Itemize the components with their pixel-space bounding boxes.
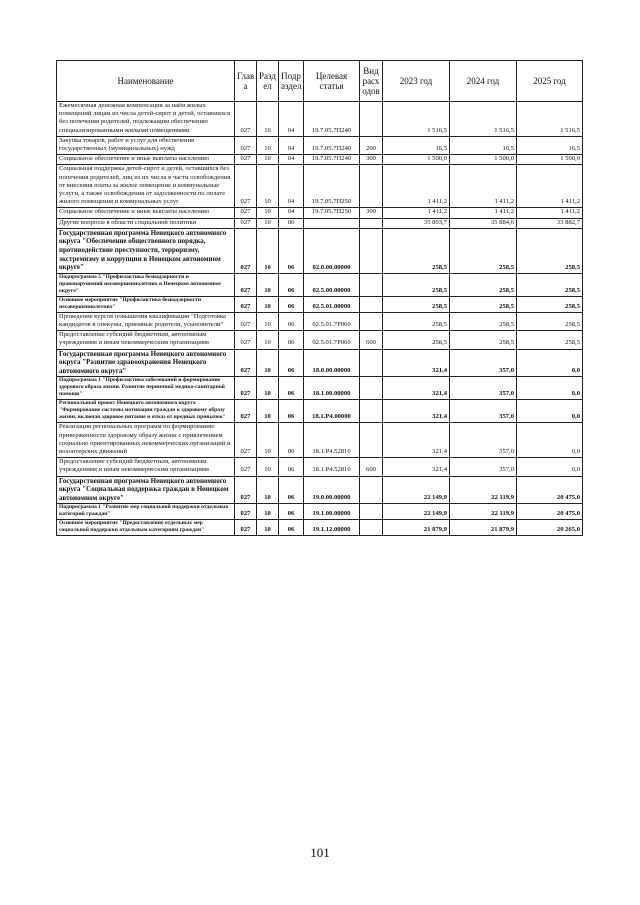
cell-podrazdel: 04	[279, 165, 304, 208]
table-row	[57, 228, 583, 273]
cell-2025: 0,0	[517, 400, 583, 423]
cell-podrazdel: 04	[279, 136, 304, 154]
cell-statya: 18.1.P4.00000	[304, 400, 360, 423]
cell-vid	[360, 504, 383, 520]
header-name: Наименование	[57, 61, 235, 102]
cell-vid	[360, 165, 383, 208]
cell-2023: 22 149,9	[383, 504, 450, 520]
table-row	[57, 476, 583, 504]
cell-2024: 1 516,5	[450, 102, 517, 137]
table-row	[57, 155, 583, 165]
cell-2023: 321,4	[383, 349, 450, 377]
cell-podrazdel: 06	[279, 218, 304, 228]
cell-vid	[360, 476, 383, 504]
cell-name: Подпрограмма 5 "Профилактика безнадзорности и правонарушений несовершеннолетних в Ненецком автономном округе"	[57, 273, 235, 296]
cell-name: Государственная программа Ненецкого автономного округа "Обеспечение общественного порядка, противодействие преступности, терроризму, экстремизму и коррупции в Ненецком автономном округе"	[57, 228, 235, 273]
table-row	[57, 312, 583, 330]
cell-2023: 258,5	[383, 273, 450, 296]
cell-podrazdel: 06	[279, 228, 304, 273]
cell-2025: 0,0	[517, 349, 583, 377]
cell-vid	[360, 520, 383, 536]
cell-name: Государственная программа Ненецкого автономного округа "Социальная поддержка граждан в Ненецком автономном округе"	[57, 476, 235, 504]
cell-name: Реализация региональных программ по формированию приверженности здоровому образу жизни с привлечением социально ориентированных некоммерческих организаций и волонтерских движений	[57, 423, 235, 458]
table-row	[57, 218, 583, 228]
cell-vid: 200	[360, 136, 383, 154]
cell-glava: 027	[235, 136, 257, 154]
cell-name: Подпрограмма 1 "Развитие мер социальной поддержки отдельных категорий граждан"	[57, 504, 235, 520]
cell-name: Проведение курсов повышения квалификации "Подготовка кандидатов в опекуны, приемные родители, усыновители"	[57, 312, 235, 330]
header-2024: 2024 год	[450, 61, 517, 102]
cell-razdel: 10	[257, 228, 279, 273]
cell-razdel: 10	[257, 155, 279, 165]
cell-2024: 16,5	[450, 136, 517, 154]
cell-2024: 35 884,6	[450, 218, 517, 228]
cell-2023: 1 411,2	[383, 165, 450, 208]
cell-vid	[360, 423, 383, 458]
cell-statya: 19.7.05.7П240	[304, 136, 360, 154]
cell-statya: 18.0.00.00000	[304, 349, 360, 377]
cell-statya: 19.1.00.00000	[304, 504, 360, 520]
cell-podrazdel: 06	[279, 296, 304, 312]
cell-statya: 02.5.01.7Р060	[304, 331, 360, 349]
cell-2024: 258,5	[450, 228, 517, 273]
cell-vid	[360, 400, 383, 423]
cell-podrazdel: 06	[279, 504, 304, 520]
cell-name: Закупка товаров, работ и услуг для обеспечения государственных (муниципальных) нужд	[57, 136, 235, 154]
cell-2025: 258,5	[517, 296, 583, 312]
cell-2024: 22 119,9	[450, 504, 517, 520]
cell-razdel: 10	[257, 520, 279, 536]
cell-name: Основное мероприятие "Предоставление отдельных мер социальной поддержки отдельным категориям граждан"	[57, 520, 235, 536]
cell-2024: 258,5	[450, 331, 517, 349]
cell-statya: 18.1.P4.52810	[304, 458, 360, 476]
cell-podrazdel: 06	[279, 400, 304, 423]
cell-glava: 027	[235, 331, 257, 349]
cell-glava: 027	[235, 312, 257, 330]
cell-2023: 35 893,7	[383, 218, 450, 228]
cell-vid	[360, 349, 383, 377]
budget-table	[56, 60, 583, 536]
cell-2024: 357,0	[450, 458, 517, 476]
cell-2025: 0,0	[517, 377, 583, 400]
cell-2024: 357,0	[450, 400, 517, 423]
cell-razdel: 10	[257, 208, 279, 218]
header-row	[57, 61, 583, 102]
cell-2023: 16,5	[383, 136, 450, 154]
cell-2023: 321,4	[383, 377, 450, 400]
cell-vid	[360, 296, 383, 312]
cell-vid	[360, 312, 383, 330]
cell-podrazdel: 06	[279, 423, 304, 458]
cell-2024: 22 119,9	[450, 476, 517, 504]
cell-glava: 027	[235, 155, 257, 165]
table-row	[57, 136, 583, 154]
header-razdel: Разд ел	[257, 61, 279, 102]
cell-glava: 027	[235, 218, 257, 228]
header-glava: Глав а	[235, 61, 257, 102]
cell-razdel: 10	[257, 102, 279, 137]
cell-podrazdel: 06	[279, 349, 304, 377]
cell-statya: 19.7.05.7П240	[304, 155, 360, 165]
cell-glava: 027	[235, 377, 257, 400]
cell-vid	[360, 228, 383, 273]
cell-vid	[360, 102, 383, 137]
cell-podrazdel: 04	[279, 208, 304, 218]
cell-2025: 20 475,0	[517, 476, 583, 504]
cell-razdel: 10	[257, 218, 279, 228]
cell-2024: 21 879,9	[450, 520, 517, 536]
cell-2025: 258,5	[517, 331, 583, 349]
table-row	[57, 377, 583, 400]
cell-glava: 027	[235, 165, 257, 208]
cell-2024: 258,5	[450, 273, 517, 296]
table-row	[57, 504, 583, 520]
table-row	[57, 296, 583, 312]
cell-2024: 1 411,2	[450, 208, 517, 218]
header-podrazdel: Подр аздел	[279, 61, 304, 102]
cell-2024: 258,5	[450, 296, 517, 312]
cell-statya: 19.7.05.7П250	[304, 208, 360, 218]
cell-podrazdel: 06	[279, 458, 304, 476]
cell-vid: 300	[360, 155, 383, 165]
header-2023: 2023 год	[383, 61, 450, 102]
cell-name: Подпрограмма 1 "Профилактика заболеваний и формирование здорового образа жизни. Развитие первичной медико-санитарной помощи"	[57, 377, 235, 400]
cell-2023: 258,5	[383, 331, 450, 349]
cell-2025: 20 475,0	[517, 504, 583, 520]
cell-2023: 1 500,0	[383, 155, 450, 165]
cell-vid	[360, 273, 383, 296]
cell-vid	[360, 377, 383, 400]
cell-podrazdel: 06	[279, 520, 304, 536]
cell-2024: 1 500,0	[450, 155, 517, 165]
cell-razdel: 10	[257, 312, 279, 330]
table-row	[57, 165, 583, 208]
cell-razdel: 10	[257, 136, 279, 154]
cell-2025: 1 411,2	[517, 208, 583, 218]
cell-2025: 1 411,2	[517, 165, 583, 208]
cell-glava: 027	[235, 504, 257, 520]
cell-2023: 22 149,9	[383, 476, 450, 504]
cell-razdel: 10	[257, 165, 279, 208]
cell-name: Другие вопросы в области социальной политики	[57, 218, 235, 228]
cell-vid	[360, 218, 383, 228]
cell-name: Ежемесячная денежная компенсация за наём жилых помещений лицам из числа детей-сирот и детей, оставшихся без попечения родителей, подлежащим обеспечению специализированными жилыми помещениями	[57, 102, 235, 137]
cell-2023: 1 516,5	[383, 102, 450, 137]
cell-name: Региональный проект Ненецкого автономного округа "Формирование системы мотивации граждан к здоровому образу жизни, включая здоровое питание и отказ от вредных привычек"	[57, 400, 235, 423]
cell-2025: 16,5	[517, 136, 583, 154]
cell-glava: 027	[235, 349, 257, 377]
cell-2025: 1 500,0	[517, 155, 583, 165]
header-vid: Вид расх одов	[360, 61, 383, 102]
cell-razdel: 10	[257, 296, 279, 312]
table-row	[57, 423, 583, 458]
table-row	[57, 102, 583, 137]
cell-name: Социальное обеспечение и иные выплаты населению	[57, 208, 235, 218]
budget-sheet	[56, 60, 583, 536]
cell-razdel: 10	[257, 504, 279, 520]
cell-statya: 02.5.00.00000	[304, 273, 360, 296]
cell-2024: 357,0	[450, 349, 517, 377]
cell-2023: 258,5	[383, 296, 450, 312]
cell-vid: 300	[360, 208, 383, 218]
cell-vid: 600	[360, 331, 383, 349]
cell-razdel: 10	[257, 331, 279, 349]
cell-glava: 027	[235, 458, 257, 476]
cell-statya: 19.1.12.00000	[304, 520, 360, 536]
cell-statya: 02.0.00.00000	[304, 228, 360, 273]
cell-statya: 18.1.00.00000	[304, 377, 360, 400]
cell-statya: 02.5.01.7Р060	[304, 312, 360, 330]
cell-razdel: 10	[257, 423, 279, 458]
cell-statya	[304, 218, 360, 228]
cell-2025: 258,5	[517, 312, 583, 330]
cell-podrazdel: 06	[279, 331, 304, 349]
cell-podrazdel: 06	[279, 273, 304, 296]
cell-2023: 258,5	[383, 312, 450, 330]
cell-glava: 027	[235, 476, 257, 504]
cell-glava: 027	[235, 400, 257, 423]
cell-razdel: 10	[257, 458, 279, 476]
cell-2023: 21 879,9	[383, 520, 450, 536]
cell-glava: 027	[235, 228, 257, 273]
cell-razdel: 10	[257, 273, 279, 296]
cell-razdel: 10	[257, 400, 279, 423]
cell-2025: 258,5	[517, 228, 583, 273]
cell-name: Предоставление субсидий бюджетным, автономным учреждениям и иным некоммерческим организациям	[57, 331, 235, 349]
table-row	[57, 400, 583, 423]
cell-name: Предоставление субсидий бюджетным, автономным учреждениям и иным некоммерческим организациям	[57, 458, 235, 476]
cell-2025: 0,0	[517, 458, 583, 476]
cell-glava: 027	[235, 102, 257, 137]
cell-2024: 357,0	[450, 423, 517, 458]
cell-2023: 321,4	[383, 400, 450, 423]
cell-glava: 027	[235, 273, 257, 296]
cell-2025: 0,0	[517, 423, 583, 458]
cell-podrazdel: 06	[279, 377, 304, 400]
header-statya: Целевая статья	[304, 61, 360, 102]
cell-podrazdel: 06	[279, 476, 304, 504]
cell-statya: 19.0.00.00000	[304, 476, 360, 504]
cell-name: Основное мероприятие "Профилактика безнадзорности несовершеннолетних"	[57, 296, 235, 312]
cell-2024: 258,5	[450, 312, 517, 330]
cell-statya: 19.7.05.7П240	[304, 102, 360, 137]
table-row	[57, 520, 583, 536]
cell-2023: 1 411,2	[383, 208, 450, 218]
cell-2025: 33 882,7	[517, 218, 583, 228]
cell-statya: 02.5.01.00000	[304, 296, 360, 312]
cell-glava: 027	[235, 208, 257, 218]
cell-2023: 258,5	[383, 228, 450, 273]
cell-2023: 321,4	[383, 423, 450, 458]
cell-razdel: 10	[257, 349, 279, 377]
cell-podrazdel: 06	[279, 312, 304, 330]
cell-name: Государственная программа Ненецкого автономного округа "Развитие здравоохранения Ненецкого автономного округа"	[57, 349, 235, 377]
table-row	[57, 349, 583, 377]
cell-2023: 321,4	[383, 458, 450, 476]
cell-vid: 600	[360, 458, 383, 476]
table-row	[57, 208, 583, 218]
cell-2025: 258,5	[517, 273, 583, 296]
cell-glava: 027	[235, 520, 257, 536]
table-row	[57, 331, 583, 349]
cell-statya: 19.7.05.7П250	[304, 165, 360, 208]
cell-statya: 18.1.P4.52810	[304, 423, 360, 458]
cell-glava: 027	[235, 423, 257, 458]
cell-2025: 1 516,5	[517, 102, 583, 137]
cell-name: Социальное обеспечение и иные выплаты населению	[57, 155, 235, 165]
cell-2024: 1 411,2	[450, 165, 517, 208]
table-row	[57, 458, 583, 476]
page-number: 101	[310, 845, 330, 860]
cell-glava: 027	[235, 296, 257, 312]
cell-name: Социальная поддержка детей-сирот и детей, оставшихся без попечения родителей, лиц из их числа в части освобождения от внесения платы за жилое помещение и коммунальные услуги, а также освобождения от задолженности по оплате жилого помещения и коммунальных услуг	[57, 165, 235, 208]
cell-podrazdel: 04	[279, 155, 304, 165]
header-2025: 2025 год	[517, 61, 583, 102]
cell-2024: 357,0	[450, 377, 517, 400]
cell-podrazdel: 04	[279, 102, 304, 137]
table-row	[57, 273, 583, 296]
cell-razdel: 10	[257, 476, 279, 504]
cell-2025: 20 265,0	[517, 520, 583, 536]
cell-razdel: 10	[257, 377, 279, 400]
